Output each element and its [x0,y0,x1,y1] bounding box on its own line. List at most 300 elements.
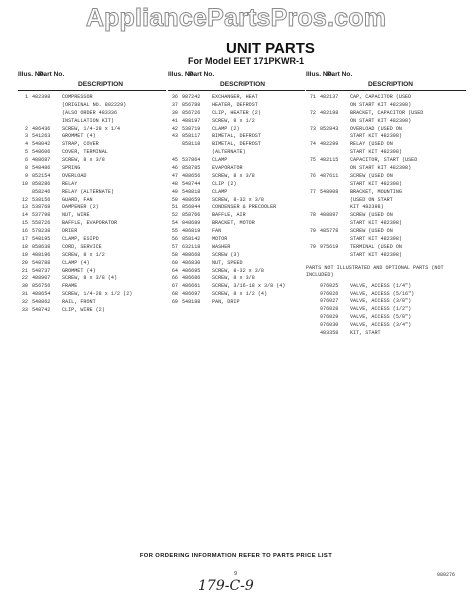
illus-no: 56 [171,236,178,243]
part-description: EVAPORATOR [212,165,243,172]
parts-row [306,118,466,126]
page-code: 080276 [437,572,456,578]
part-description: FRAME [62,283,78,290]
part-description: PAN, DRIP [212,299,240,306]
parts-row [168,228,305,236]
part-description: BRACKET, MOTOR [212,220,255,227]
parts-row [168,268,305,276]
part-no: 482398 [32,94,51,100]
part-description: ON START KIT 482398) [350,165,412,172]
part-no: 482198 [320,109,339,116]
part-no: 486819 [182,228,201,235]
part-no: 487611 [320,172,339,179]
illus-no: 79 [309,228,316,235]
part-description: BRACKET, MOUNTING [350,188,402,195]
ordering-footer: FOR ORDERING INFORMATION REFER TO PARTS PRICE LIST [139,553,333,559]
illus-no: 14 [21,212,28,219]
part-no: 488668 [182,251,201,258]
part-description: CORD, SERVICE [62,243,102,250]
model-subtitle: For Model EET 171PKWR-1 [188,56,305,66]
part-no: 858117 [182,133,201,140]
part-description: (ALSO ORDER 483336 [62,109,118,116]
parts-row [168,252,305,260]
illus-no: 57 [171,243,178,250]
part-no: 858286 [32,180,51,187]
part-description: GROMMET (4) [62,133,96,140]
part-no: 548742 [32,307,51,314]
part-no: 548606 [32,149,51,156]
part-no: 548788 [32,259,51,266]
page-number: 9 [234,571,238,577]
parts-row [18,228,166,236]
part-description: HEATER, DEFROST [212,101,258,108]
parts-row [168,204,305,212]
part-no: 856726 [182,109,201,116]
illus-no: 66 [171,275,178,282]
illus-no: 46 [171,165,178,172]
part-description: SCREW, 8 x 3/8 [212,172,255,179]
parts-row [18,204,166,212]
part-description: WASHER [212,243,231,250]
part-no: 856788 [182,101,201,108]
parts-row [168,236,305,244]
parts-row [168,299,305,307]
part-description: START KIT 482398) [350,180,402,187]
part-description: SCREW, 8-32 x 3/8 [212,196,264,203]
part-no: 488197 [182,117,201,124]
part-no: 488907 [32,275,51,282]
illus-no: 33 [21,307,28,314]
parts-rows [18,94,166,315]
illus-no: 10 [21,180,28,187]
parts-row [306,197,466,205]
part-no: 558726 [32,220,51,227]
parts-row [18,189,166,197]
part-no: 858785 [182,165,201,172]
illus-no: 68 [171,291,178,298]
header-part-no: Part No. [39,71,65,78]
part-description: CAPACITOR, START (USED [350,157,418,164]
part-no: 486695 [182,267,201,274]
parts-row [306,236,466,244]
illus-no: 19 [21,251,28,258]
parts-row [306,330,466,338]
parts-row [18,118,166,126]
illus-no: 4 [24,141,28,148]
parts-row [306,189,466,197]
not-illustrated-note: PARTS NOT ILLUSTRATED AND OPTIONAL PARTS (NOT INCLUDED) [306,264,444,279]
parts-row [18,252,166,260]
parts-row [306,322,466,330]
parts-row [306,165,466,173]
illus-no: 73 [309,125,316,132]
part-description: SCREW, 8 x 1/2 [212,117,255,124]
parts-row [306,252,466,260]
part-description: SCREW (USED ON [350,228,393,235]
part-description: CLIP, HEATER (2) [212,109,261,116]
parts-row [168,275,305,283]
part-no: 852154 [32,172,51,179]
parts-row [18,133,166,141]
part-description: SCREW, 8 x 3/8 (4) [62,275,118,282]
illus-no: 64 [171,267,178,274]
parts-row [18,236,166,244]
part-description: EXCHANGER, HEAT [212,94,258,100]
part-description: START KIT 482398) [350,236,402,243]
parts-row [18,157,166,165]
page-title: UNIT PARTS [226,40,315,57]
part-description: CLAMP [212,188,228,195]
part-description: SCREW, 8 x 1/2 (4) [212,291,268,298]
illus-no: 18 [21,243,28,250]
part-no: 976027 [320,298,339,305]
part-no: 486436 [32,125,51,132]
part-description: GUARD, FAN [62,196,93,203]
illus-no: 58 [171,251,178,258]
illus-no: 3 [24,133,28,140]
parts-row [18,260,166,268]
parts-row [18,197,166,205]
parts-row [168,244,305,252]
parts-row [306,110,466,118]
part-no: 548486 [32,165,51,172]
part-no: 632118 [182,243,201,250]
illus-no: 67 [171,283,178,290]
illus-no: 1 [24,94,28,100]
illus-no: 76 [309,172,316,179]
part-description: ON START KIT 482398) [350,101,412,108]
parts-row [168,157,305,165]
part-description: RELAY (ALTERNATE) [62,188,114,195]
part-description: VALVE, ACCESS (1/2") [350,306,412,313]
parts-row [306,94,466,102]
illus-no: 71 [309,94,316,100]
parts-row [306,102,466,110]
part-no: 548195 [32,236,51,243]
part-description: BIMETAL, DEFROST [212,141,261,148]
column-header [18,70,166,91]
part-description: RAIL, FRONT [62,299,96,306]
part-description: BRACKET, CAPACITOR (USED [350,109,424,116]
part-description: BAFFLE, AIR [212,212,246,219]
illus-no: 60 [171,259,178,266]
column-header [168,70,305,91]
part-description: SCREW, 1/4-28 x 1/4 [62,125,121,132]
parts-row [168,260,305,268]
part-no: 858142 [182,236,201,243]
illus-no: 77 [309,188,316,195]
part-description: SCREW (USED ON [350,172,393,179]
parts-row [306,204,466,212]
parts-row [18,110,166,118]
parts-row [18,275,166,283]
illus-no: 6 [24,157,28,164]
part-no: 858246 [32,188,51,195]
header-ill-no: Illus. No. [18,71,46,78]
header-ill-no: Illus. No. [306,71,334,78]
watermark-text: AppliancePartsPros.com [85,4,387,32]
part-description: ON START KIT 482398) [350,117,412,124]
part-description: CLIP, WIRE (2) [62,307,105,314]
parts-row [18,212,166,220]
parts-row [18,181,166,189]
part-no: 987242 [182,94,201,100]
illus-no: 36 [171,94,178,100]
part-no: 548188 [182,299,201,306]
part-description: COMPRESSOR [62,94,93,100]
parts-column-2 [168,70,305,307]
illus-no: 13 [21,204,28,211]
part-no: 538156 [32,196,51,203]
illus-no: 72 [309,109,316,116]
part-no: 548737 [32,267,51,274]
part-description: CONDENSER & PRECOOLER [212,204,277,211]
part-no: 488659 [182,196,201,203]
parts-row [168,189,305,197]
parts-row [168,141,305,149]
parts-row [168,110,305,118]
handwritten-note: 179-C-9 [198,578,254,594]
part-description: SCREW (USED ON [350,212,393,219]
part-description: SPRING [62,165,81,172]
illus-no: 42 [171,125,178,132]
part-description: CLAMP [212,157,228,164]
part-no: 488656 [182,172,201,179]
illus-no: 39 [171,109,178,116]
illus-no: 9 [24,172,28,179]
header-description: DESCRIPTION [220,81,266,88]
header-ill-no: Illus. No. [168,71,196,78]
part-no: 486661 [182,283,201,290]
part-no: 488687 [32,157,51,164]
part-description: CAP, CAPACITOR (USED [350,94,412,100]
part-description: START KIT 482398) [350,220,402,227]
parts-row [168,94,305,102]
part-no: 858118 [182,141,201,148]
part-description: SCREW, 8 x 3/8 [62,157,105,164]
part-description: NUT, WIRE [62,212,90,219]
part-description: CLAMP, ESIPD [62,236,99,243]
part-no: 976030 [320,322,339,329]
illus-no: 69 [171,299,178,306]
part-no: 548042 [32,141,51,148]
part-no: 548744 [182,180,201,187]
parts-row [306,228,466,236]
part-description: (USED ON START [350,196,393,203]
part-no: 485778 [320,228,339,235]
parts-row [18,220,166,228]
column-header [306,70,466,91]
part-no: 858638 [32,243,51,250]
part-description: NUT, SPEED [212,259,243,266]
part-description: SCREW, 3/16-18 x 3/8 (4) [212,283,286,290]
part-no: 537864 [182,157,201,164]
header-part-no: Part No. [189,71,215,78]
parts-row [306,298,466,306]
illus-no: 48 [171,180,178,187]
illus-no: 47 [171,172,178,179]
illus-no: 75 [309,157,316,164]
part-description: SCREW (3) [212,251,240,258]
illus-no: 17 [21,236,28,243]
part-no: 975619 [320,243,339,250]
parts-row [18,141,166,149]
parts-row [306,126,466,134]
part-no: 482115 [320,157,339,164]
part-no: 486830 [182,259,201,266]
part-description: START KIT 482398) [350,133,402,140]
illus-no: 16 [21,228,28,235]
parts-row [306,133,466,141]
parts-rows [168,94,305,307]
part-no: 976025 [320,282,339,289]
part-description: START KIT 482398) [350,149,402,156]
part-description: MOTOR [212,236,228,243]
part-description: KIT, START [350,330,381,337]
parts-row [306,141,466,149]
part-no: 548908 [320,188,339,195]
illus-no: 79 [309,243,316,250]
part-description: VALVE, ACCESS (5/8") [350,314,412,321]
part-no: 856756 [32,283,51,290]
part-description: BIMETAL, DEFROST [212,133,261,140]
part-no: 482299 [320,141,339,148]
parts-row [18,244,166,252]
part-description: TERMINAL (USED ON [350,243,402,250]
part-description: SCREW, 1/4-28 x 1/2 (2) [62,291,133,298]
part-description: OVERLOAD [62,172,87,179]
part-no: 488654 [32,291,51,298]
illus-no: 21 [21,267,28,274]
part-no: 538719 [182,125,201,132]
part-description: RELAY (USED ON [350,141,393,148]
part-no: 548818 [182,188,201,195]
illus-no: 74 [309,141,316,148]
parts-row [18,126,166,134]
part-no: 488196 [32,251,51,258]
parts-row [18,283,166,291]
part-no: 548862 [32,299,51,306]
parts-row [168,212,305,220]
illus-no: 51 [171,204,178,211]
illus-no: 49 [171,188,178,195]
part-description: COVER, TERMINAL [62,149,108,156]
parts-row [18,149,166,157]
illus-no: 50 [171,196,178,203]
part-no: 537798 [32,212,51,219]
illus-no: 20 [21,259,28,266]
part-no: 858766 [182,212,201,219]
illus-no: 5 [24,149,28,156]
part-description: BAFFLE, EVAPORATOR [62,220,118,227]
parts-row [306,212,466,220]
parts-row [306,291,466,299]
parts-row [168,197,305,205]
parts-row [306,149,466,157]
parts-row [168,181,305,189]
parts-row [306,244,466,252]
parts-row [18,94,166,102]
part-no: 486686 [182,275,201,282]
parts-row [306,283,466,291]
part-description: VALVE, ACCESS (3/4") [350,322,412,329]
parts-row [306,173,466,181]
parts-row [168,102,305,110]
part-description: VALVE, ACCESS (3/8") [350,298,412,305]
parts-row [18,268,166,276]
part-description: VALVE, ACCESS (1/4") [350,282,412,289]
parts-row [18,299,166,307]
parts-row [168,165,305,173]
parts-row [306,181,466,189]
parts-row [306,306,466,314]
part-description: SCREW, 8-32 x 3/8 [212,267,264,274]
part-no: 976028 [320,306,339,313]
header-description: DESCRIPTION [368,81,414,88]
parts-row [18,102,166,110]
part-description: KIT 482398) [350,204,384,211]
part-no: 486697 [182,291,201,298]
parts-column-3 [306,70,466,338]
parts-row [168,118,305,126]
part-description: CLAMP (4) [62,259,90,266]
parts-row [168,291,305,299]
parts-row [18,307,166,315]
parts-row [168,133,305,141]
part-description: SCREW, 8 x 3/8 [212,275,255,282]
illus-no: 55 [171,228,178,235]
part-description: VALVE, ACCESS (5/16") [350,290,415,297]
illus-no: 78 [309,212,316,219]
header-description: DESCRIPTION [78,81,124,88]
part-no: 483358 [320,330,339,337]
illus-no: 15 [21,220,28,227]
illus-no: 8 [24,165,28,172]
parts-row [168,283,305,291]
part-no: 976026 [320,290,339,297]
part-description: DAMPENER (2) [62,204,99,211]
illus-no: 22 [21,275,28,282]
illus-no: 43 [171,133,178,140]
part-description: CLIP (2) [212,180,237,187]
part-description: FAN [212,228,222,235]
illus-no: 30 [21,283,28,290]
part-no: 538768 [32,204,51,211]
part-no: 482137 [320,94,339,100]
optional-parts-rows [306,283,466,338]
parts-row [168,173,305,181]
parts-row [18,173,166,181]
part-description: CLAMP (2) [212,125,240,132]
header-part-no: Part No. [327,71,353,78]
illus-no: 32 [21,299,28,306]
illus-no: 52 [171,212,178,219]
part-no: 848689 [182,220,201,227]
part-description: DRIER [62,228,78,235]
part-no: 852843 [320,125,339,132]
illus-no: 41 [171,117,178,124]
part-description: (ALTERNATE) [212,149,246,156]
part-description: RELAY [62,180,78,187]
part-description: GROMMET (4) [62,267,96,274]
parts-row [18,291,166,299]
parts-row [168,126,305,134]
part-description: START KIT 482398) [350,251,402,258]
part-description: INSTALLATION KIT) [62,117,114,124]
parts-row [306,220,466,228]
part-no: 976029 [320,314,339,321]
illus-no: 2 [24,125,28,132]
